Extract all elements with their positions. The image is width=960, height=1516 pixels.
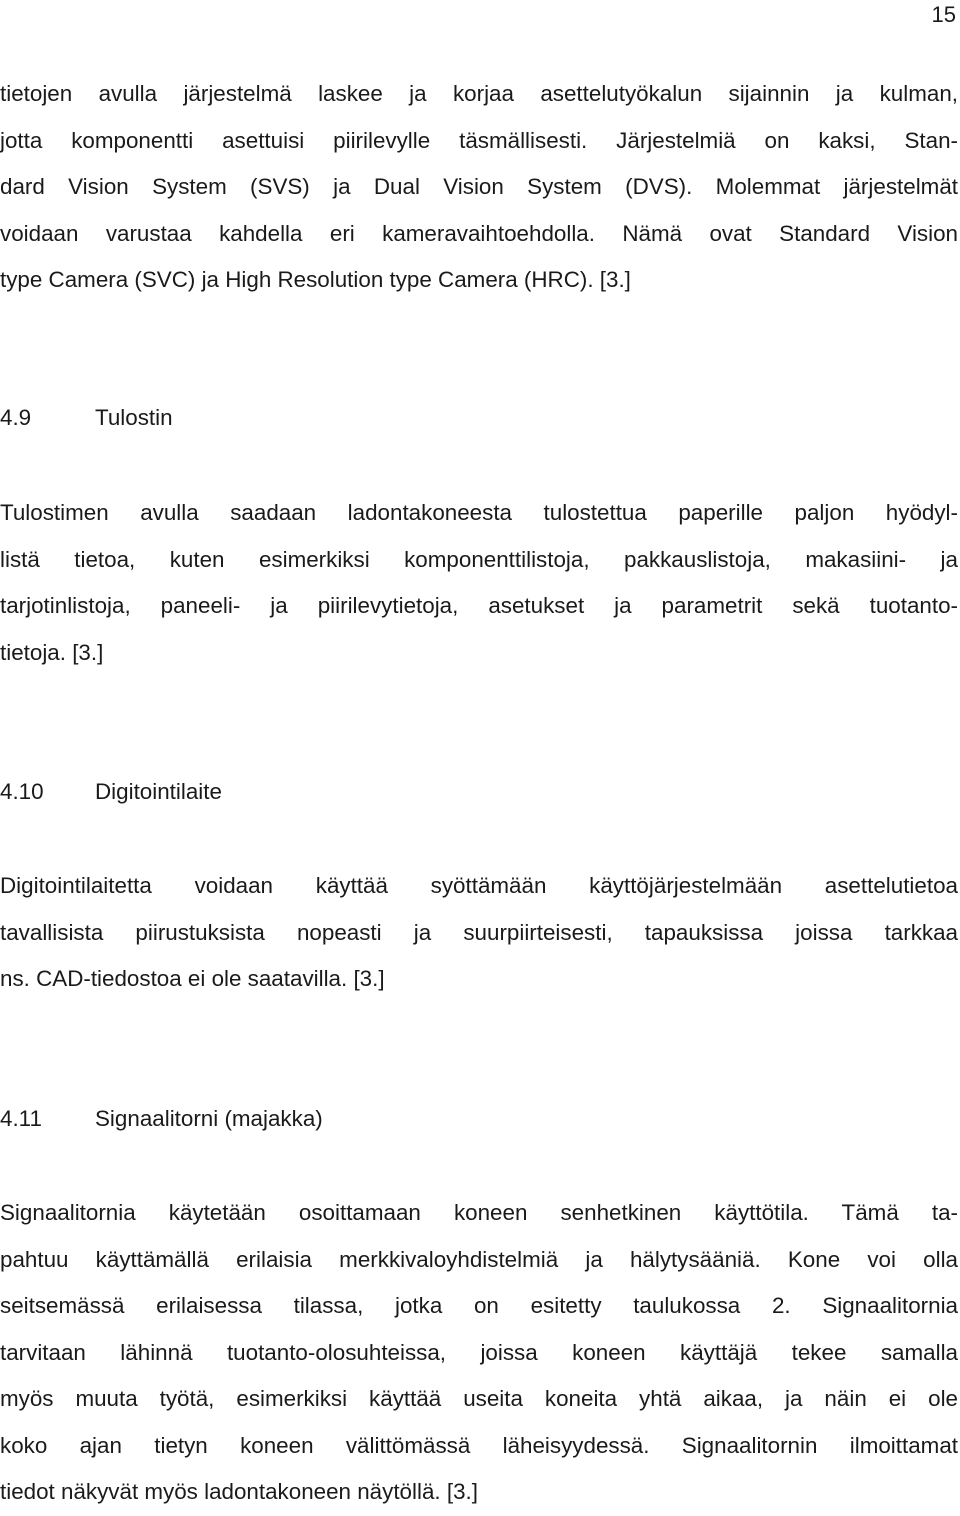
section-heading-digitointilaite xyxy=(0,778,222,806)
section-title: Signaalitorni (majakka) xyxy=(95,1106,323,1131)
paragraph-intro xyxy=(0,71,958,304)
page-number: 15 xyxy=(931,2,956,27)
paragraph-line: seitsemässä erilaisessa tilassa, jotka on esitetty taulukossa 2. Signaalitornia xyxy=(0,1293,958,1318)
paragraph-line: pahtuu käyttämällä erilaisia merkkivaloyhdistelmiä ja hälytysääniä. Kone voi olla xyxy=(0,1246,958,1272)
section-heading-tulostin xyxy=(0,404,173,432)
paragraph-line: Tulostimen avulla saadaan ladontakoneesta tulostettua paperille paljon hyödyl- xyxy=(0,500,958,525)
paragraph-line: myös muuta työtä, esimerkiksi käyttää useita koneita yhtä aikaa, ja näin ei ole xyxy=(0,1386,958,1411)
paragraph-signaalitorni xyxy=(0,1190,958,1516)
paragraph-tulostin xyxy=(0,490,958,676)
paragraph-line: tarvitaan lähinnä tuotanto-olosuhteissa, joissa koneen käyttäjä tekee samalla xyxy=(0,1339,958,1365)
paragraph-line: dard Vision System (SVS) ja Dual Vision System (DVS). Molemmat järjestelmät xyxy=(0,174,958,199)
paragraph-line: tietoja. [3.] xyxy=(0,639,104,665)
paragraph-line: ns. CAD-tiedostoa ei ole saatavilla. [3.] xyxy=(0,966,385,991)
paragraph-line: Signaalitornia käytetään osoittamaan koneen senhetkinen käyttötila. Tämä ta- xyxy=(0,1200,958,1225)
section-number: 4.10 xyxy=(0,779,44,804)
section-title: Digitointilaite xyxy=(95,779,222,804)
section-number: 4.11 xyxy=(0,1106,42,1131)
paragraph-line: voidaan varustaa kahdella eri kameravaihtoehdolla. Nämä ovat Standard Vision xyxy=(0,220,958,246)
paragraph-line: jotta komponentti asettuisi piirilevylle täsmällisesti. Järjestelmiä on kaksi, Stan- xyxy=(0,127,958,153)
paragraph-digitointilaite xyxy=(0,863,958,1003)
paragraph-line: type Camera (SVC) ja High Resolution type Camera (HRC). [3.] xyxy=(0,267,631,292)
section-number: 4.9 xyxy=(0,405,32,430)
paragraph-line: tarjotinlistoja, paneeli- ja piirilevytietoja, asetukset ja parametrit sekä tuotanto- xyxy=(0,593,958,618)
section-heading-signaalitorni xyxy=(0,1105,323,1133)
paragraph-line: listä tietoa, kuten esimerkiksi komponenttilistoja, pakkauslistoja, makasiini- ja xyxy=(0,546,958,572)
paragraph-line: tiedot näkyvät myös ladontakoneen näytöllä. [3.] xyxy=(0,1479,478,1504)
section-title: Tulostin xyxy=(95,405,173,430)
paragraph-line: koko ajan tietyn koneen välittömässä läheisyydessä. Signaalitornin ilmoittamat xyxy=(0,1432,958,1458)
paragraph-line: tietojen avulla järjestelmä laskee ja korjaa asettelutyökalun sijainnin ja kulman, xyxy=(0,81,958,106)
paragraph-line: tavallisista piirustuksista nopeasti ja suurpiirteisesti, tapauksissa joissa tarkkaa xyxy=(0,919,958,945)
paragraph-line: Digitointilaitetta voidaan käyttää syöttämään käyttöjärjestelmään asettelutietoa xyxy=(0,873,958,898)
